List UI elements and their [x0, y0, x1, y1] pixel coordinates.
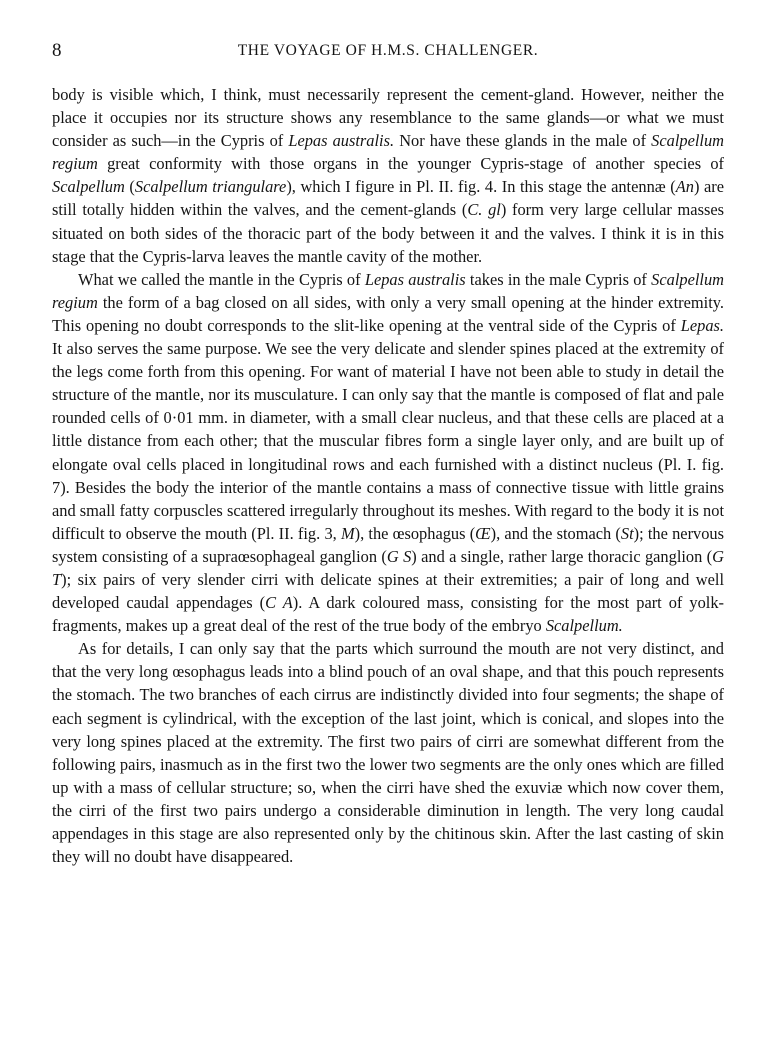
italic-text: C A: [265, 593, 293, 613]
text-run: ), the œsophagus (: [354, 523, 476, 543]
text-run: Nor have these glands in the male of: [394, 131, 652, 151]
text-run: What we called the mantle in the Cypris of: [78, 269, 365, 289]
text-run: ). A dark coloured mass, consisting for the most part of yolk-fragments, makes up a great deal of the rest of the true body of the embryo: [52, 593, 725, 636]
text-run: ); the nervous system consisting of a supraœsophageal ganglion (: [52, 523, 724, 566]
text-run: It also serves the same purpose. We see the very delicate and slender spines placed at the extremity of the legs come forth from this opening. For want of material I have not been able to study in detail the structure of the mantle, nor its musculature. I can only say that the mantle is composed of flat and pale rounded cells of 0·01 mm. in diameter, with a small clear nucleus, and that these cells are placed at a little distance from each other; that the muscular fibres form a single layer only, and are built up of elongate oval cells placed in longitudinal rows and each furnished with a distinct nucleus (Pl. I. fig. 7). Besides the body the interior of the mantle contains a mass of connective tissue with little grains and small fatty corpuscles scattered irregularly throughout its meshes. With regard to the body it is not difficult to observe the mouth (Pl. II. fig. 3,: [52, 339, 724, 543]
page-number: 8: [52, 40, 62, 61]
text-run: ), and the stomach (: [490, 523, 621, 543]
text-run: As for details, I can only say that the parts which surround the mouth are not very distinct, and that the very long œsophagus leads into a blind pouch of an oval shape, and that this pouch represents the stomach. The two branches of each cirrus are indistinctly divided into four segments; the shape of each segment is cylindrical, with the exception of the last joint, which is conical, and slopes into the very long spines placed at the extremity. The first two pairs of cirri are somewhat different from the following pairs, inasmuch as in the first two the lower two segments are the only ones which are filled up with a mass of cellular structure; so, when the cirri have shed the exuviæ which now cover them, the cirri of the first two pairs undergo a considerable diminution in length. The very long caudal appendages in this stage are also represented only by the chitinous skin. After the last casting of skin they will no doubt have disappeared.: [52, 639, 724, 867]
italic-text: Scalpellum regium: [52, 269, 724, 312]
italic-text: C. gl: [467, 200, 501, 220]
text-run: the form of a bag closed on all sides, with only a very small opening at the hinder extremity. This opening no doubt corresponds to the slit-like opening at the ventral side of the Cypris of: [52, 292, 724, 335]
text-run: (: [124, 177, 135, 197]
text-run: takes in the male Cypris of: [465, 269, 652, 289]
italic-text: Lepas australis: [364, 269, 466, 289]
running-title: THE VOYAGE OF H.M.S. CHALLENGER.: [237, 42, 539, 59]
italic-text: Lepas australis.: [288, 131, 395, 151]
italic-text: G S: [386, 546, 412, 566]
text-run: ), which I figure in Pl. II. fig. 4. In this stage the antennæ (: [286, 177, 676, 197]
italic-text: St: [620, 523, 634, 543]
paragraph: [52, 268, 724, 638]
text-run: ) and a single, rather large thoracic ganglion (: [411, 546, 713, 566]
paragraph: [52, 83, 724, 268]
italic-text: M: [340, 523, 355, 543]
text-run: great conformity with those organs in the younger Cypris-stage of another species of: [97, 154, 724, 174]
text-run: ) form very large cellular masses situated on both sides of the thoracic part of the body between it and the valves. I think it is in this stage that the Cypris-larva leaves the mantle cavity of the mother.: [52, 200, 724, 266]
italic-text: Scalpellum.: [545, 616, 623, 636]
italic-text: Scalpellum triangulare: [134, 177, 287, 197]
italic-text: Scalpellum: [52, 177, 125, 197]
body-text: [52, 83, 724, 868]
italic-text: An: [675, 177, 694, 197]
italic-text: Scalpellum regium: [52, 131, 724, 174]
italic-text: G T: [52, 546, 724, 589]
text-run: ); six pairs of very slender cirri with delicate spines at their extremities; a pair of long and well developed caudal appendages (: [52, 569, 724, 613]
italic-text: Œ: [475, 523, 491, 543]
paragraph: [52, 637, 724, 868]
page-header: [52, 40, 724, 64]
text-run: ) are still totally hidden within the valves, and the cement-glands (: [52, 177, 724, 220]
text-run: body is visible which, I think, must necessarily represent the cement-gland. However, neither the place it occupies nor its structure shows any resemblance to the same glands—or what we must consider as such—in the Cypris of: [52, 85, 724, 151]
italic-text: Lepas.: [680, 315, 724, 335]
